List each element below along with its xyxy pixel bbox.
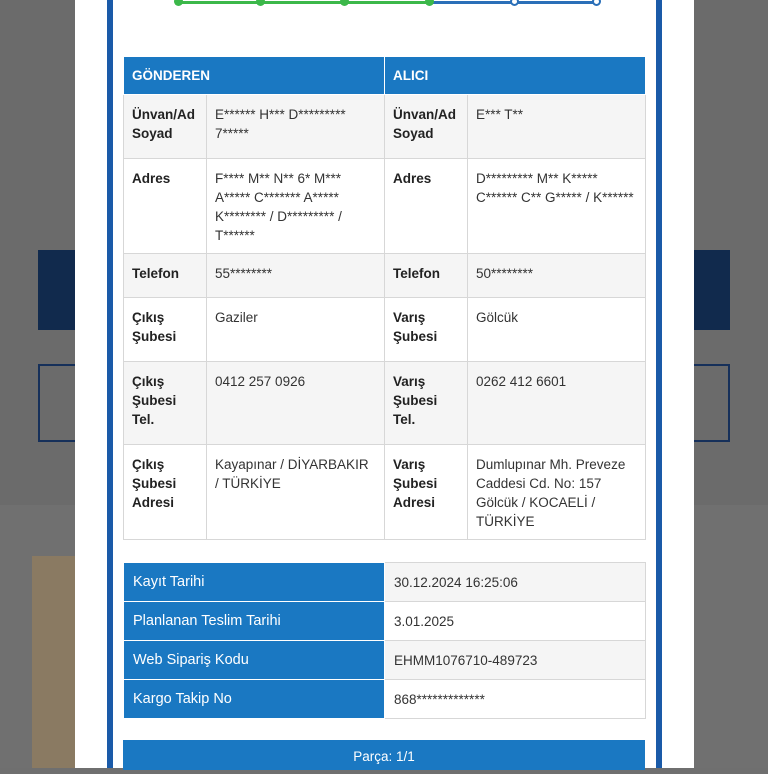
web-order-code-value: EHMM1076710-489723 bbox=[385, 641, 646, 680]
sender-name-label: Ünvan/Ad Soyad bbox=[124, 95, 207, 159]
receiver-name-label: Ünvan/Ad Soyad bbox=[385, 95, 468, 159]
receiver-branch-phone-label: Varış Şubesi Tel. bbox=[385, 362, 468, 445]
receiver-name-value: E*** T** bbox=[468, 95, 646, 159]
sender-branch-address-label: Çıkış Şubesi Adresi bbox=[124, 445, 207, 540]
table-row bbox=[124, 641, 646, 680]
receiver-phone-value: 50******** bbox=[468, 254, 646, 298]
sender-name-value: E****** H*** D********* 7***** bbox=[207, 95, 385, 159]
sender-address-label: Adres bbox=[124, 159, 207, 254]
sender-phone-label: Telefon bbox=[124, 254, 207, 298]
sender-branch-address-value: Kayapınar / DİYARBAKIR / TÜRKİYE bbox=[207, 445, 385, 540]
table-row bbox=[124, 95, 646, 159]
receiver-branch-value: Gölcük bbox=[468, 298, 646, 362]
receiver-address-label: Adres bbox=[385, 159, 468, 254]
step-dot-4 bbox=[425, 0, 434, 6]
receiver-branch-label: Varış Şubesi bbox=[385, 298, 468, 362]
step-dot-6 bbox=[592, 0, 601, 6]
receiver-phone-label: Telefon bbox=[385, 254, 468, 298]
table-row bbox=[124, 680, 646, 719]
table-row bbox=[124, 445, 646, 540]
table-row bbox=[124, 563, 646, 602]
step-dot-3 bbox=[340, 0, 349, 6]
tracking-number-value: 868************* bbox=[385, 680, 646, 719]
receiver-branch-phone-value: 0262 412 6601 bbox=[468, 362, 646, 445]
step-dot-5 bbox=[510, 0, 519, 6]
sender-receiver-table bbox=[123, 56, 646, 540]
receiver-address-value: D********* M** K***** C****** C** G***** / K****** bbox=[468, 159, 646, 254]
shipment-info-table bbox=[123, 562, 646, 719]
sender-branch-phone-label: Çıkış Şubesi Tel. bbox=[124, 362, 207, 445]
planned-delivery-label: Planlanan Teslim Tarihi bbox=[124, 602, 385, 641]
sender-address-value: F**** M** N** 6* M*** A***** C******* A***** K******** / D********* / T****** bbox=[207, 159, 385, 254]
table-row bbox=[124, 159, 646, 254]
planned-delivery-value: 3.01.2025 bbox=[385, 602, 646, 641]
sender-branch-label: Çıkış Şubesi bbox=[124, 298, 207, 362]
progress-stepper bbox=[0, 0, 768, 12]
sender-header: GÖNDEREN bbox=[124, 57, 385, 95]
registration-date-value: 30.12.2024 16:25:06 bbox=[385, 563, 646, 602]
sender-branch-value: Gaziler bbox=[207, 298, 385, 362]
receiver-branch-address-label: Varış Şubesi Adresi bbox=[385, 445, 468, 540]
web-order-code-label: Web Sipariş Kodu bbox=[124, 641, 385, 680]
step-dot-2 bbox=[256, 0, 265, 6]
table-row bbox=[124, 298, 646, 362]
table-row bbox=[124, 362, 646, 445]
sender-phone-value: 55******** bbox=[207, 254, 385, 298]
receiver-header: ALICI bbox=[385, 57, 646, 95]
registration-date-label: Kayıt Tarihi bbox=[124, 563, 385, 602]
table-row bbox=[124, 254, 646, 298]
tracking-number-label: Kargo Takip No bbox=[124, 680, 385, 719]
step-dot-1 bbox=[174, 0, 183, 6]
receiver-branch-address-value: Dumlupınar Mh. Preveze Caddesi Cd. No: 157 Gölcük / KOCAELİ / TÜRKİYE bbox=[468, 445, 646, 540]
parcel-count-bar: Parça: 1/1 bbox=[123, 740, 645, 770]
table-row bbox=[124, 602, 646, 641]
stepper-line-done bbox=[178, 1, 430, 4]
sender-branch-phone-value: 0412 257 0926 bbox=[207, 362, 385, 445]
